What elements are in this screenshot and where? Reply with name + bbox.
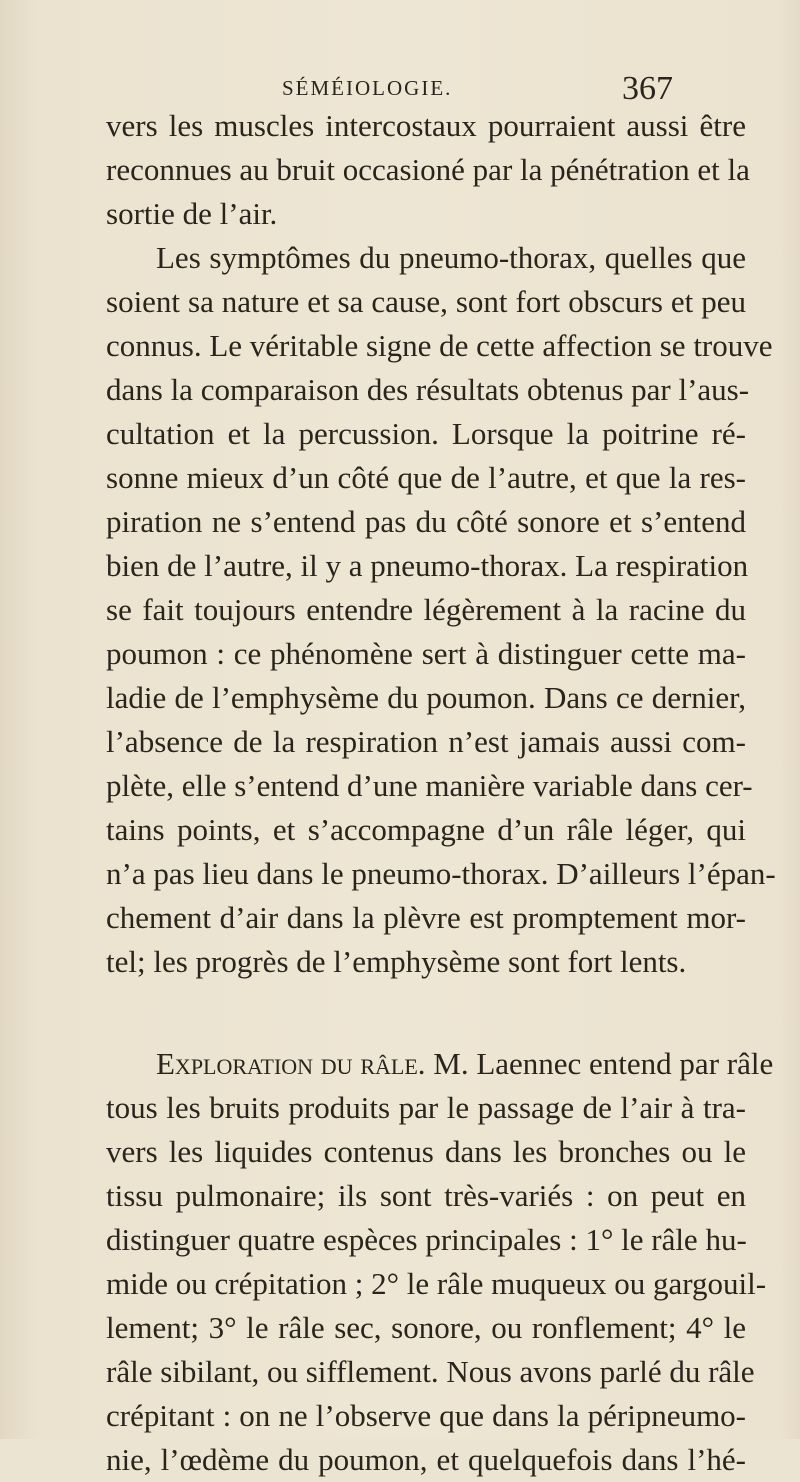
text-line: râle sibilant, ou sifflement. Nous avons parlé du râle [106, 1354, 755, 1389]
text-line: tous les bruits produits par le passage de l’air à tra- [106, 1090, 746, 1125]
text-line: Les symptômes du pneumo-thorax, quelles que [156, 240, 746, 275]
page-number: 367 [622, 70, 673, 107]
text-line: sonne mieux d’un côté que de l’autre, et que la res- [106, 460, 746, 495]
text-line: cultation et la percussion. Lorsque la poitrine ré- [106, 416, 746, 451]
text-line: mide ou crépitation ; 2° le râle muqueux ou gargouil- [106, 1266, 767, 1301]
section-first-line [156, 1042, 774, 1086]
text-line: n’a pas lieu dans le pneumo-thorax. D’ailleurs l’épan- [106, 856, 776, 891]
text-line: sortie de l’air. [106, 196, 278, 231]
running-title: SÉMÉIOLOGIE. [282, 76, 453, 100]
text-line: nie, l’œdème du poumon, et quelquefois dans l’hé- [106, 1442, 746, 1477]
text-line: vers les liquides contenus dans les bronches ou le [106, 1134, 746, 1169]
section-heading: Exploration du râle. [156, 1046, 426, 1081]
text-line: bien de l’autre, il y a pneumo-thorax. La respiration [106, 548, 749, 583]
text-line: tains points, et s’accompagne d’un râle léger, qui [106, 812, 746, 847]
text-line: lement; 3° le râle sec, sonore, ou ronflement; 4° le [106, 1310, 746, 1345]
text-line: chement d’air dans la plèvre est promptement mor- [106, 900, 746, 935]
text-line: connus. Le véritable signe de cette affection se trouve [106, 328, 773, 363]
text-line: vers les muscles intercostaux pourraient aussi être [106, 108, 746, 143]
text-line: ladie de l’emphysème du poumon. Dans ce dernier, [106, 680, 746, 715]
text-line: reconnues au bruit occasioné par la pénétration et la [106, 152, 750, 187]
text-line: poumon : ce phénomène sert à distinguer cette ma- [106, 636, 746, 671]
text-line: crépitant : on ne l’observe que dans la péripneumo- [106, 1398, 746, 1433]
text-line: piration ne s’entend pas du côté sonore et s’entend [106, 504, 746, 539]
text-line: distinguer quatre espèces principales : 1° le râle hu- [106, 1222, 747, 1257]
text-line: se fait toujours entendre légèrement à la racine du [106, 592, 746, 627]
text-line: dans la comparaison des résultats obtenus par l’aus- [106, 372, 750, 407]
text-line: l’absence de la respiration n’est jamais aussi com- [106, 724, 746, 759]
running-head [0, 72, 800, 106]
text-line: tissu pulmonaire; ils sont très-variés : on peut en [106, 1178, 746, 1213]
text-line: soient sa nature et sa cause, sont fort obscurs et peu [106, 284, 746, 319]
text-line-rest: M. Laennec entend par râle [425, 1046, 774, 1081]
text-line: tel; les progrès de l’emphysème sont fort lents. [106, 944, 687, 979]
text-line: plète, elle s’entend d’une manière variable dans cer- [106, 768, 753, 803]
